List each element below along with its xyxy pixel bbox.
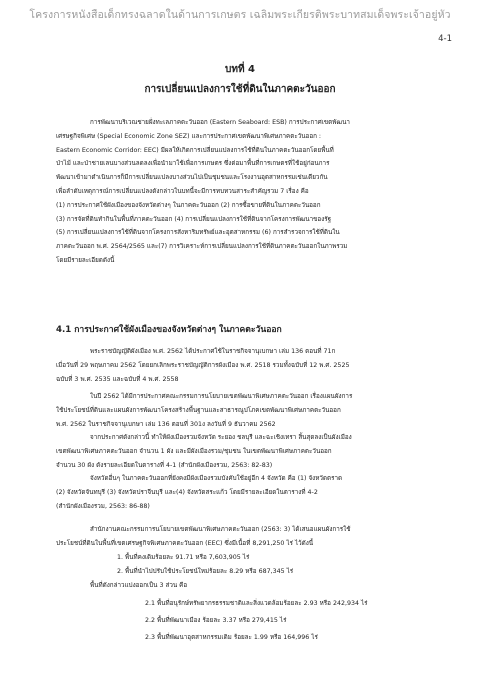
section-paragraph-1 (56, 345, 448, 386)
section-paragraph-3 (56, 431, 448, 472)
land-use-list (117, 551, 293, 579)
intro-line: เพื่อลำดับเหตุการณ์การเปลี่ยนแปลงดังกล่าวในบทนี้จะมีการทบทวนสาระสำคัญรวม 7 เรื่อง คือ (56, 187, 309, 195)
paragraph-line: พระราชบัญญัติผังเมือง พ.ศ. 2562 ได้ประกาศใช้ในราชกิจจานุเบกษา เล่ม 136 ตอนที่ 71ก (90, 348, 336, 355)
intro-line: เศรษฐกิจพิเศษ (Special Economic Zone SEZ) และการประกาศเขตพัฒนาพิเศษภาคตะวันออก : (56, 132, 322, 140)
chapter-label: บทที่ 4 (225, 64, 255, 75)
paragraph-line: เขตพัฒนาพิเศษภาคตะวันออก จำนวน 1 ผัง และมีผังเมืองรวม/ชุมชน ในเขตพัฒนาพิเศษภาคตะวันออก (56, 447, 332, 455)
list-item: 2.2 พื้นที่พัฒนาเมือง ร้อยละ 3.37 หรือ 279,415 ไร่ (145, 616, 287, 624)
intro-line: พัฒนาเข้ามาดำเนินการก็มีการเปลี่ยนแปลงบางส่วนไปเป็นชุมชนและโรงงานอุตสาหกรรมเช่นเดียวกัน (56, 174, 328, 182)
intro-line: การพัฒนาบริเวณชายฝั่งทะเลภาคตะวันออก (Eastern Seaboard: ESB) การประกาศเขตพัฒนา (90, 119, 350, 126)
chapter-title: การเปลี่ยนแปลงการใช้ที่ดินในภาคตะวันออก (144, 84, 336, 95)
list-item: 1. พื้นที่คงเดิมร้อยละ 91.71 หรือ 7,603,905 ไร่ (117, 554, 250, 561)
intro-line: Eastern Economic Corridor: EEC) มีผลให้เกิดการเปลี่ยนแปลงการใช้ที่ดินในภาคตะวันออกโดยพื้นที่ (56, 146, 334, 154)
paragraph-line: จำนวน 30 ผัง ดังรายละเอียดในตารางที่ 4-1 (สำนักผังเมืองรวม, 2563: 82-83) (56, 461, 273, 469)
list-item: 2.3 พื้นที่พัฒนาอุตสาหกรรมเดิม ร้อยละ 1.99 หรือ 164,996 ไร่ (145, 633, 318, 641)
paragraph-line: ประโยชน์ที่ดินในพื้นที่เขตเศรษฐกิจพิเศษภาคตะวันออก (EEC) ซึ่งมีเนื้อที่ 8,291,250 ไร่ ไว้ดังนี้ (56, 539, 314, 547)
intro-line: โดยมีรายละเอียดดังนี้ (56, 256, 115, 264)
running-header: โครงการหนังสือเด็กทรงฉลาดในด้านการเกษตร เฉลิมพระเกียรติพระบาทสมเด็จพระเจ้าอยู่หัว (29, 9, 451, 21)
list-item: 2.1 พื้นที่อนุรักษ์ทรัพยากรธรรมชาติและสิ่งแวดล้อมร้อยละ 2.93 หรือ 242,934 ไร่ (145, 600, 368, 607)
list-item: 2. พื้นที่นำไปปรับใช้ประโยชน์ใหม่ร้อยละ 8.29 หรือ 687,345 ไร่ (117, 567, 294, 575)
section-paragraph-2 (56, 390, 448, 431)
intro-line: (5) การเปลี่ยนแปลงการใช้ที่ดินจากโครงการสังหาริมทรัพย์และอุตสาหกรรม (6) การสำรวจการใช้ที่ดินใน (56, 229, 340, 237)
paragraph-line: ใช้ประโยชน์ที่ดินและแผนผังการพัฒนาโครงสร้างพื้นฐานและสาธารณูปโภคเขตพัฒนาพิเศษภาคตะวันออก (56, 406, 341, 414)
list-intro: พื้นที่ดังกล่าวแบ่งออกเป็น 3 ส่วน คือ (90, 582, 188, 589)
intro-line: (1) การประกาศใช้ผังเมืองของจังหวัดต่างๆ ในภาคตะวันออก (2) การซื้อขายที่ดินในภาคตะวันออก (56, 201, 321, 209)
intro-line: ป่าไม้ และป่าชายเลนบางส่วนลดลงเพื่อนำมาใช้เพื่อการเกษตร ซึ่งต่อมาพื้นที่การเกษตรที่ใช้อยู่ก่อนการ (56, 160, 330, 168)
section-paragraph-5 (56, 523, 448, 551)
section-heading: 4.1 การประกาศใช้ผังเมืองของจังหวัดต่างๆ ในภาคตะวันออก (56, 325, 282, 335)
paragraph-line: เมื่อวันที่ 29 พฤษภาคม 2562 โดยยกเลิกพระราชบัญญัติการผังเมือง พ.ศ. 2518 รวมทั้งฉบับที่ 12 พ.ศ. 2525 (56, 361, 350, 369)
intro-paragraph (56, 116, 448, 268)
intro-line: (3) การจัดที่ดินทำกินในพื้นที่ภาคตะวันออก (4) การเปลี่ยนแปลงการใช้ที่ดินจากโครงการพัฒนาของรัฐ (56, 215, 332, 223)
paragraph-line: พ.ศ. 2562 ในราชกิจจานุเบกษา เล่ม 136 ตอนที่ 301ง ลงวันที่ 9 ธันวาคม 2562 (56, 420, 276, 428)
paragraph-line: (2) จังหวัดจันทบุรี (3) จังหวัดปราจีนบุรี และ(4) จังหวัดสระแก้ว โดยมีรายละเอียดในตารางที่ 4-2 (56, 488, 318, 496)
page-number: 4-1 (438, 34, 452, 44)
paragraph-line: ฉบับที่ 3 พ.ศ. 2535 และฉบับที่ 4 พ.ศ. 2558 (56, 375, 179, 383)
section-paragraph-4 (56, 472, 448, 513)
paragraph-line: ในปี 2562 ได้มีการประกาศคณะกรรมการนโยบายเขตพัฒนาพิเศษภาคตะวันออก เรื่องแผนผังการ (90, 393, 353, 400)
paragraph-line: จากประกาศดังกล่าวนี้ ทำให้ผังเมืองรวมจังหวัด ระยอง ชลบุรี และฉะเชิงเทรา สิ้นสุดลงเป็นผังเมือง (90, 434, 352, 441)
paragraph-line: (สำนักผังเมืองรวม, 2563: 86-88) (56, 502, 150, 510)
paragraph-line: จังหวัดอื่นๆ ในภาคตะวันออกที่ยังคงมีผังเมืองรวมบังคับใช้อยู่อีก 4 จังหวัด คือ (1) จังหวัดตราด (90, 475, 343, 482)
land-use-sublist (145, 597, 368, 644)
intro-line: ภาคตะวันออก พ.ศ. 2564/2565 และ(7) การวิเคราะห์การเปลี่ยนแปลงการใช้ที่ดินภาคตะวันออกในภาพรวม (56, 243, 348, 251)
paragraph-line: สำนักงานคณะกรรมการนโยบายเขตพัฒนาพิเศษภาคตะวันออก (2563: 3) ได้เสนอแผนผังการใช้ (90, 526, 351, 533)
